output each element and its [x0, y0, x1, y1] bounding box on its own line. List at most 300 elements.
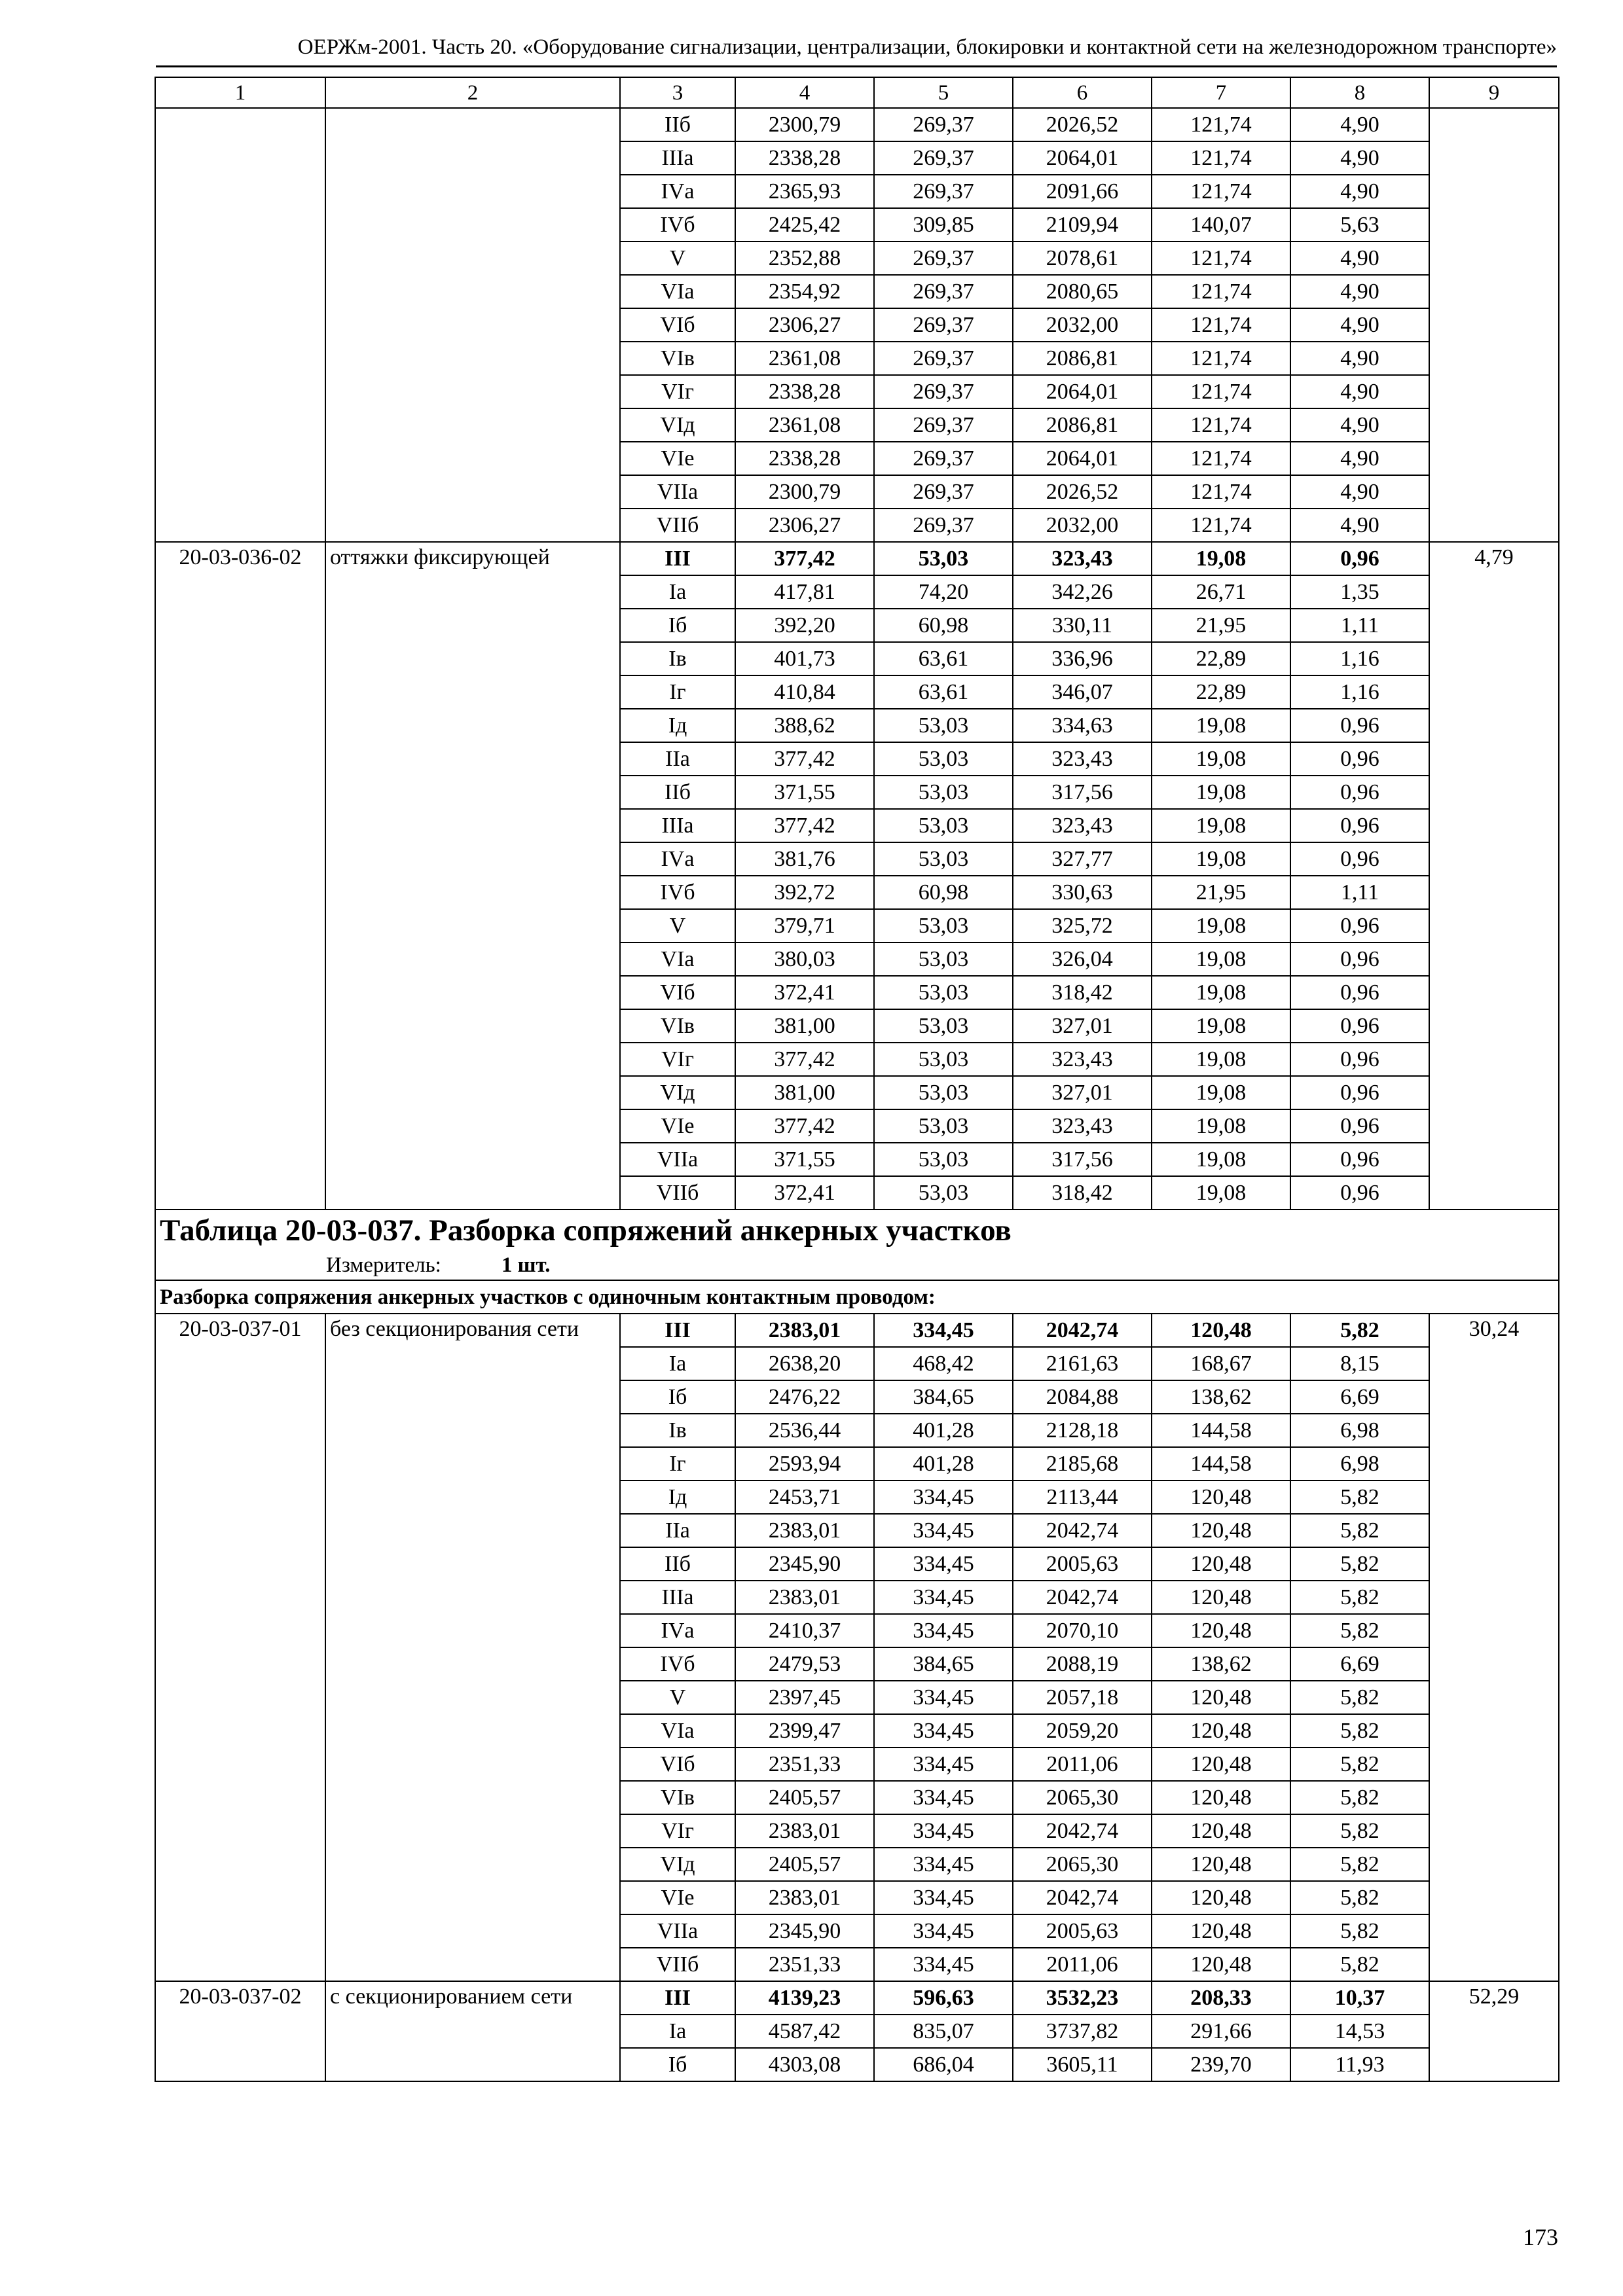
column-number: 2 [325, 77, 620, 108]
wages-cell: 334,45 [874, 1614, 1013, 1647]
work-name: без секционирования сети [325, 1314, 620, 1981]
materials-cell: 4,90 [1290, 375, 1429, 408]
zone-cell: VIб [620, 308, 735, 342]
wages-cell: 53,03 [874, 1076, 1013, 1109]
wages-cell: 74,20 [874, 575, 1013, 609]
zone-cell: VIе [620, 1881, 735, 1914]
machinist-wages-cell: 120,48 [1152, 1814, 1290, 1848]
materials-cell: 5,82 [1290, 1948, 1429, 1981]
machinist-wages-cell: 144,58 [1152, 1414, 1290, 1447]
zone-cell: IVа [620, 1614, 735, 1647]
labor-cell: 52,29 [1429, 1981, 1559, 2081]
machines-cell: 327,01 [1013, 1076, 1152, 1109]
zone-cell: IIIа [620, 1581, 735, 1614]
machinist-wages-cell: 138,62 [1152, 1647, 1290, 1681]
total-cost-cell: 377,42 [735, 1109, 874, 1143]
machines-cell: 2091,66 [1013, 175, 1152, 208]
wages-cell: 53,03 [874, 976, 1013, 1009]
machinist-wages-cell: 121,74 [1152, 242, 1290, 275]
wages-cell: 53,03 [874, 776, 1013, 809]
machinist-wages-cell: 120,48 [1152, 1514, 1290, 1547]
materials-cell: 0,96 [1290, 776, 1429, 809]
machines-cell: 2005,63 [1013, 1547, 1152, 1581]
total-cost-cell: 410,84 [735, 675, 874, 709]
labor-cell: 4,79 [1429, 542, 1559, 1210]
total-cost-cell: 2306,27 [735, 509, 874, 542]
wages-cell: 334,45 [874, 1547, 1013, 1581]
total-cost-cell: 4139,23 [735, 1981, 874, 2015]
work-name: оттяжки фиксирующей [325, 542, 620, 1210]
wages-cell: 269,37 [874, 275, 1013, 308]
machinist-wages-cell: 19,08 [1152, 776, 1290, 809]
zone-cell: IVа [620, 175, 735, 208]
rate-code: 20-03-036-02 [155, 542, 325, 1210]
materials-cell: 5,82 [1290, 1814, 1429, 1848]
wages-cell: 63,61 [874, 675, 1013, 709]
wages-cell: 334,45 [874, 1681, 1013, 1714]
total-cost-cell: 4303,08 [735, 2048, 874, 2081]
machinist-wages-cell: 19,08 [1152, 1076, 1290, 1109]
total-cost-cell: 380,03 [735, 942, 874, 976]
machinist-wages-cell: 121,74 [1152, 141, 1290, 175]
machinist-wages-cell: 19,08 [1152, 542, 1290, 575]
labor-cell [1429, 108, 1559, 542]
table-title: Таблица 20-03-037. Разборка сопряжений анкерных участков [160, 1213, 1012, 1247]
wages-cell: 269,37 [874, 175, 1013, 208]
zone-cell: III [620, 1981, 735, 2015]
zone-cell: V [620, 242, 735, 275]
zone-cell: VIа [620, 275, 735, 308]
wages-cell: 269,37 [874, 141, 1013, 175]
wages-cell: 384,65 [874, 1380, 1013, 1414]
zone-cell: V [620, 909, 735, 942]
machines-cell: 317,56 [1013, 1143, 1152, 1176]
machines-cell: 2084,88 [1013, 1380, 1152, 1414]
wages-cell: 334,45 [874, 1748, 1013, 1781]
machinist-wages-cell: 120,48 [1152, 1581, 1290, 1614]
total-cost-cell: 2425,42 [735, 208, 874, 242]
zone-cell: VIб [620, 1748, 735, 1781]
machines-cell: 2064,01 [1013, 141, 1152, 175]
wages-cell: 269,37 [874, 108, 1013, 141]
total-cost-cell: 2345,90 [735, 1914, 874, 1948]
machinist-wages-cell: 168,67 [1152, 1347, 1290, 1380]
materials-cell: 0,96 [1290, 909, 1429, 942]
machines-cell: 323,43 [1013, 1043, 1152, 1076]
total-cost-cell: 381,76 [735, 842, 874, 876]
materials-cell: 0,96 [1290, 1009, 1429, 1043]
wages-cell: 269,37 [874, 342, 1013, 375]
machinist-wages-cell: 120,48 [1152, 1948, 1290, 1981]
total-cost-cell: 2476,22 [735, 1380, 874, 1414]
machines-cell: 2005,63 [1013, 1914, 1152, 1948]
machines-cell: 2064,01 [1013, 442, 1152, 475]
machinist-wages-cell: 120,48 [1152, 1781, 1290, 1814]
machinist-wages-cell: 208,33 [1152, 1981, 1290, 2015]
zone-cell: IIа [620, 742, 735, 776]
materials-cell: 4,90 [1290, 175, 1429, 208]
wages-cell: 334,45 [874, 1914, 1013, 1948]
machinist-wages-cell: 140,07 [1152, 208, 1290, 242]
total-cost-cell: 2338,28 [735, 375, 874, 408]
machines-cell: 2088,19 [1013, 1647, 1152, 1681]
materials-cell: 5,82 [1290, 1514, 1429, 1547]
machines-cell: 323,43 [1013, 1109, 1152, 1143]
materials-cell: 6,98 [1290, 1414, 1429, 1447]
materials-cell: 5,82 [1290, 1681, 1429, 1714]
machines-cell: 2059,20 [1013, 1714, 1152, 1748]
machines-cell: 327,77 [1013, 842, 1152, 876]
table-row [155, 1981, 1559, 2015]
materials-cell: 1,16 [1290, 642, 1429, 675]
column-number: 6 [1013, 77, 1152, 108]
column-number: 4 [735, 77, 874, 108]
wages-cell: 334,45 [874, 1714, 1013, 1748]
zone-cell: Iг [620, 675, 735, 709]
column-numbers-row [155, 77, 1559, 108]
wages-cell: 334,45 [874, 1314, 1013, 1347]
total-cost-cell: 2479,53 [735, 1647, 874, 1681]
rate-code: 20-03-037-01 [155, 1314, 325, 1981]
total-cost-cell: 2383,01 [735, 1314, 874, 1347]
wages-cell: 269,37 [874, 375, 1013, 408]
materials-cell: 4,90 [1290, 308, 1429, 342]
total-cost-cell: 377,42 [735, 1043, 874, 1076]
rates-table [155, 77, 1559, 2082]
wages-cell: 60,98 [874, 876, 1013, 909]
total-cost-cell: 2383,01 [735, 1814, 874, 1848]
wages-cell: 686,04 [874, 2048, 1013, 2081]
zone-cell: III [620, 542, 735, 575]
machinist-wages-cell: 121,74 [1152, 375, 1290, 408]
materials-cell: 0,96 [1290, 709, 1429, 742]
machines-cell: 336,96 [1013, 642, 1152, 675]
machinist-wages-cell: 19,08 [1152, 709, 1290, 742]
machines-cell: 334,63 [1013, 709, 1152, 742]
zone-cell: VIIа [620, 1143, 735, 1176]
machinist-wages-cell: 121,74 [1152, 442, 1290, 475]
total-cost-cell: 2536,44 [735, 1414, 874, 1447]
materials-cell: 4,90 [1290, 442, 1429, 475]
materials-cell: 4,90 [1290, 342, 1429, 375]
materials-cell: 0,96 [1290, 842, 1429, 876]
table-caption [155, 1210, 1559, 1280]
subheading-row [155, 1280, 1559, 1314]
zone-cell: VIIа [620, 1914, 735, 1948]
wages-cell: 334,45 [874, 1480, 1013, 1514]
machinist-wages-cell: 121,74 [1152, 475, 1290, 509]
wages-cell: 269,37 [874, 509, 1013, 542]
running-header: ОЕРЖм-2001. Часть 20. «Оборудование сигнализации, централизации, блокировки и контактной сети на железнодорожном транспорте» [297, 35, 1557, 59]
table-row [155, 108, 1559, 141]
machines-cell: 323,43 [1013, 742, 1152, 776]
total-cost-cell: 2383,01 [735, 1881, 874, 1914]
total-cost-cell: 2351,33 [735, 1748, 874, 1781]
total-cost-cell: 2300,79 [735, 108, 874, 141]
zone-cell: VIв [620, 1009, 735, 1043]
machinist-wages-cell: 19,08 [1152, 976, 1290, 1009]
machinist-wages-cell: 19,08 [1152, 742, 1290, 776]
total-cost-cell: 2593,94 [735, 1447, 874, 1480]
machinist-wages-cell: 22,89 [1152, 642, 1290, 675]
materials-cell: 5,82 [1290, 1614, 1429, 1647]
wages-cell: 269,37 [874, 308, 1013, 342]
subheading: Разборка сопряжения анкерных участков с одиночным контактным проводом: [155, 1280, 1559, 1314]
total-cost-cell: 2338,28 [735, 442, 874, 475]
wages-cell: 53,03 [874, 1043, 1013, 1076]
materials-cell: 4,90 [1290, 509, 1429, 542]
wages-cell: 334,45 [874, 1948, 1013, 1981]
machinist-wages-cell: 120,48 [1152, 1681, 1290, 1714]
total-cost-cell: 2354,92 [735, 275, 874, 308]
materials-cell: 14,53 [1290, 2015, 1429, 2048]
machinist-wages-cell: 291,66 [1152, 2015, 1290, 2048]
machines-cell: 2080,65 [1013, 275, 1152, 308]
zone-cell: IIа [620, 1514, 735, 1547]
materials-cell: 5,82 [1290, 1547, 1429, 1581]
zone-cell: VIIа [620, 475, 735, 509]
materials-cell: 10,37 [1290, 1981, 1429, 2015]
total-cost-cell: 381,00 [735, 1009, 874, 1043]
wages-cell: 53,03 [874, 1143, 1013, 1176]
machines-cell: 2161,63 [1013, 1347, 1152, 1380]
wages-cell: 334,45 [874, 1581, 1013, 1614]
machines-cell: 342,26 [1013, 575, 1152, 609]
wages-cell: 53,03 [874, 542, 1013, 575]
total-cost-cell: 388,62 [735, 709, 874, 742]
wages-cell: 309,85 [874, 208, 1013, 242]
machinist-wages-cell: 22,89 [1152, 675, 1290, 709]
total-cost-cell: 2383,01 [735, 1514, 874, 1547]
machines-cell: 2086,81 [1013, 342, 1152, 375]
machines-cell: 2057,18 [1013, 1681, 1152, 1714]
zone-cell: Iа [620, 575, 735, 609]
zone-cell: VIб [620, 976, 735, 1009]
header-rule [156, 65, 1557, 67]
machinist-wages-cell: 120,48 [1152, 1480, 1290, 1514]
wages-cell: 53,03 [874, 842, 1013, 876]
wages-cell: 53,03 [874, 1109, 1013, 1143]
materials-cell: 1,11 [1290, 876, 1429, 909]
machines-cell: 2026,52 [1013, 475, 1152, 509]
zone-cell: Iв [620, 642, 735, 675]
machines-cell: 2065,30 [1013, 1848, 1152, 1881]
wages-cell: 468,42 [874, 1347, 1013, 1380]
zone-cell: Iб [620, 2048, 735, 2081]
machinist-wages-cell: 120,48 [1152, 1614, 1290, 1647]
total-cost-cell: 372,41 [735, 976, 874, 1009]
wages-cell: 596,63 [874, 1981, 1013, 2015]
total-cost-cell: 2405,57 [735, 1848, 874, 1881]
machinist-wages-cell: 19,08 [1152, 942, 1290, 976]
materials-cell: 0,96 [1290, 809, 1429, 842]
machinist-wages-cell: 138,62 [1152, 1380, 1290, 1414]
total-cost-cell: 372,41 [735, 1176, 874, 1210]
wages-cell: 63,61 [874, 642, 1013, 675]
column-number: 1 [155, 77, 325, 108]
total-cost-cell: 2361,08 [735, 408, 874, 442]
machinist-wages-cell: 121,74 [1152, 308, 1290, 342]
machinist-wages-cell: 120,48 [1152, 1714, 1290, 1748]
table-row [155, 542, 1559, 575]
zone-cell: IVа [620, 842, 735, 876]
materials-cell: 1,16 [1290, 675, 1429, 709]
machinist-wages-cell: 19,08 [1152, 909, 1290, 942]
total-cost-cell: 4587,42 [735, 2015, 874, 2048]
machinist-wages-cell: 21,95 [1152, 876, 1290, 909]
wages-cell: 269,37 [874, 408, 1013, 442]
materials-cell: 5,82 [1290, 1581, 1429, 1614]
zone-cell: Iа [620, 1347, 735, 1380]
machines-cell: 330,63 [1013, 876, 1152, 909]
total-cost-cell: 2338,28 [735, 141, 874, 175]
total-cost-cell: 417,81 [735, 575, 874, 609]
total-cost-cell: 2365,93 [735, 175, 874, 208]
zone-cell: VIд [620, 408, 735, 442]
wages-cell: 269,37 [874, 442, 1013, 475]
machines-cell: 346,07 [1013, 675, 1152, 709]
zone-cell: IIIа [620, 809, 735, 842]
materials-cell: 5,82 [1290, 1848, 1429, 1881]
zone-cell: IIб [620, 108, 735, 141]
zone-cell: VIв [620, 342, 735, 375]
zone-cell: VIIб [620, 1176, 735, 1210]
table-caption-row [155, 1210, 1559, 1280]
materials-cell: 5,82 [1290, 1748, 1429, 1781]
machinist-wages-cell: 26,71 [1152, 575, 1290, 609]
zone-cell: VIг [620, 1814, 735, 1848]
zone-cell: IVб [620, 208, 735, 242]
wages-cell: 53,03 [874, 742, 1013, 776]
zone-cell: VIе [620, 1109, 735, 1143]
zone-cell: VIг [620, 375, 735, 408]
materials-cell: 0,96 [1290, 942, 1429, 976]
table-body [155, 77, 1559, 2081]
machines-cell: 317,56 [1013, 776, 1152, 809]
materials-cell: 5,82 [1290, 1314, 1429, 1347]
total-cost-cell: 2383,01 [735, 1581, 874, 1614]
machinist-wages-cell: 21,95 [1152, 609, 1290, 642]
total-cost-cell: 381,00 [735, 1076, 874, 1109]
total-cost-cell: 2453,71 [735, 1480, 874, 1514]
machinist-wages-cell: 19,08 [1152, 809, 1290, 842]
zone-cell: VIг [620, 1043, 735, 1076]
machines-cell: 2042,74 [1013, 1581, 1152, 1614]
page-number: 173 [1523, 2224, 1558, 2250]
total-cost-cell: 2399,47 [735, 1714, 874, 1748]
zone-cell: VIа [620, 942, 735, 976]
total-cost-cell: 2410,37 [735, 1614, 874, 1647]
zone-cell: IVб [620, 1647, 735, 1681]
machines-cell: 323,43 [1013, 809, 1152, 842]
wages-cell: 53,03 [874, 909, 1013, 942]
machines-cell: 3737,82 [1013, 2015, 1152, 2048]
zone-cell: VIд [620, 1076, 735, 1109]
table-row [155, 1314, 1559, 1347]
zone-cell: VIд [620, 1848, 735, 1881]
materials-cell: 6,69 [1290, 1647, 1429, 1681]
machines-cell: 2128,18 [1013, 1414, 1152, 1447]
wages-cell: 53,03 [874, 1176, 1013, 1210]
zone-cell: IIб [620, 776, 735, 809]
machines-cell: 2032,00 [1013, 509, 1152, 542]
total-cost-cell: 2352,88 [735, 242, 874, 275]
machines-cell: 318,42 [1013, 976, 1152, 1009]
machinist-wages-cell: 120,48 [1152, 1547, 1290, 1581]
total-cost-cell: 371,55 [735, 1143, 874, 1176]
labor-cell: 30,24 [1429, 1314, 1559, 1981]
materials-cell: 11,93 [1290, 2048, 1429, 2081]
machinist-wages-cell: 120,48 [1152, 1314, 1290, 1347]
zone-cell: IIIа [620, 141, 735, 175]
zone-cell: Iд [620, 1480, 735, 1514]
machinist-wages-cell: 19,08 [1152, 1043, 1290, 1076]
machines-cell: 2042,74 [1013, 1514, 1152, 1547]
wages-cell: 334,45 [874, 1848, 1013, 1881]
zone-cell: Iб [620, 1380, 735, 1414]
machines-cell: 2113,44 [1013, 1480, 1152, 1514]
wages-cell: 835,07 [874, 2015, 1013, 2048]
wages-cell: 269,37 [874, 242, 1013, 275]
zone-cell: VIв [620, 1781, 735, 1814]
wages-cell: 384,65 [874, 1647, 1013, 1681]
machines-cell: 330,11 [1013, 609, 1152, 642]
column-number: 9 [1429, 77, 1559, 108]
materials-cell: 4,90 [1290, 408, 1429, 442]
machines-cell: 327,01 [1013, 1009, 1152, 1043]
machines-cell: 2042,74 [1013, 1814, 1152, 1848]
materials-cell: 4,90 [1290, 275, 1429, 308]
zone-cell: Iв [620, 1414, 735, 1447]
column-number: 3 [620, 77, 735, 108]
machines-cell: 3605,11 [1013, 2048, 1152, 2081]
machinist-wages-cell: 19,08 [1152, 1143, 1290, 1176]
materials-cell: 0,96 [1290, 1109, 1429, 1143]
machinist-wages-cell: 121,74 [1152, 175, 1290, 208]
wages-cell: 53,03 [874, 1009, 1013, 1043]
wages-cell: 53,03 [874, 942, 1013, 976]
total-cost-cell: 2361,08 [735, 342, 874, 375]
zone-cell: IVб [620, 876, 735, 909]
materials-cell: 0,96 [1290, 1076, 1429, 1109]
wages-cell: 53,03 [874, 709, 1013, 742]
machines-cell: 2042,74 [1013, 1314, 1152, 1347]
zone-cell: VIа [620, 1714, 735, 1748]
total-cost-cell: 2351,33 [735, 1948, 874, 1981]
total-cost-cell: 401,73 [735, 642, 874, 675]
rate-code: 20-03-037-02 [155, 1981, 325, 2081]
materials-cell: 0,96 [1290, 1143, 1429, 1176]
machines-cell: 2011,06 [1013, 1948, 1152, 1981]
machines-cell: 2086,81 [1013, 408, 1152, 442]
total-cost-cell: 377,42 [735, 809, 874, 842]
total-cost-cell: 371,55 [735, 776, 874, 809]
column-number: 8 [1290, 77, 1429, 108]
wages-cell: 269,37 [874, 475, 1013, 509]
zone-cell: Iа [620, 2015, 735, 2048]
zone-cell: V [620, 1681, 735, 1714]
total-cost-cell: 377,42 [735, 742, 874, 776]
machines-cell: 326,04 [1013, 942, 1152, 976]
machinist-wages-cell: 144,58 [1152, 1447, 1290, 1480]
materials-cell: 5,82 [1290, 1480, 1429, 1514]
machines-cell: 2078,61 [1013, 242, 1152, 275]
machines-cell: 2109,94 [1013, 208, 1152, 242]
rate-code [155, 108, 325, 542]
machines-cell: 2042,74 [1013, 1881, 1152, 1914]
materials-cell: 5,82 [1290, 1714, 1429, 1748]
materials-cell: 1,35 [1290, 575, 1429, 609]
